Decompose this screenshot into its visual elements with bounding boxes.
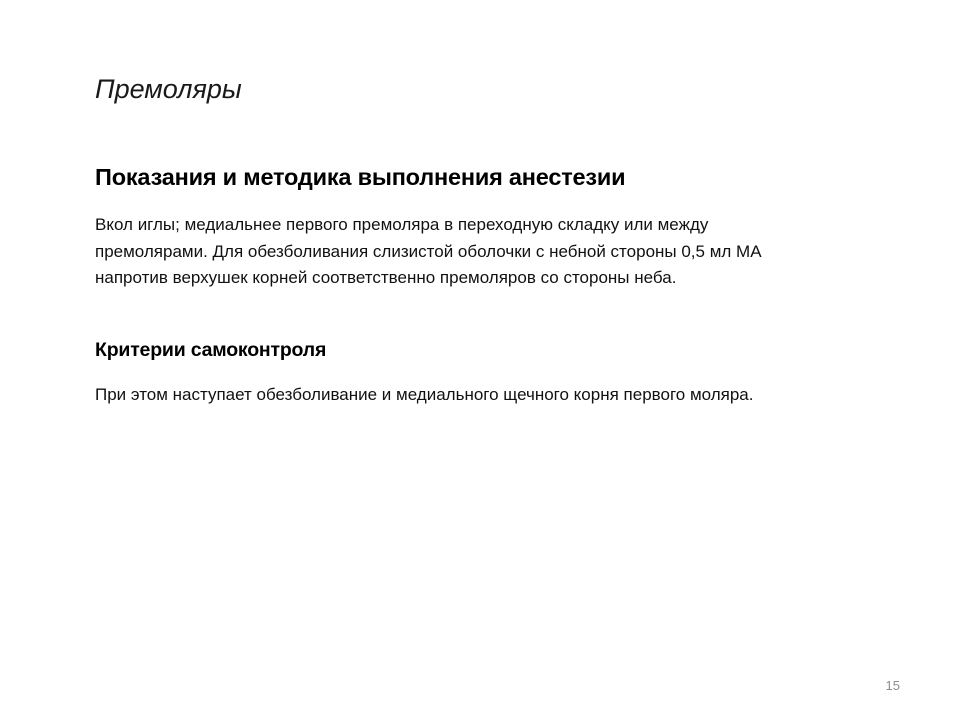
paragraph-line: напротив верхушек корней соответственно премоляров со стороны неба. [95,268,677,287]
self-control-paragraph [95,382,895,409]
slide-title: Премоляры [95,74,242,104]
section-heading-indications: Показания и методика выполнения анестезии [95,164,626,190]
paragraph-line: премолярами. Для обезболивания слизистой оболочки с небной стороны 0,5 мл МА [95,241,762,261]
paragraph-line: При этом наступает обезболивание и медиального щечного корня первого моляра. [95,385,754,404]
section-heading-self-control: Критерии самоконтроля [95,339,327,361]
page-number: 15 [885,678,900,693]
paragraph-line: Вкол иглы; медиальнее первого премоляра в переходную складку или между [95,215,709,234]
indications-paragraph [95,212,895,292]
